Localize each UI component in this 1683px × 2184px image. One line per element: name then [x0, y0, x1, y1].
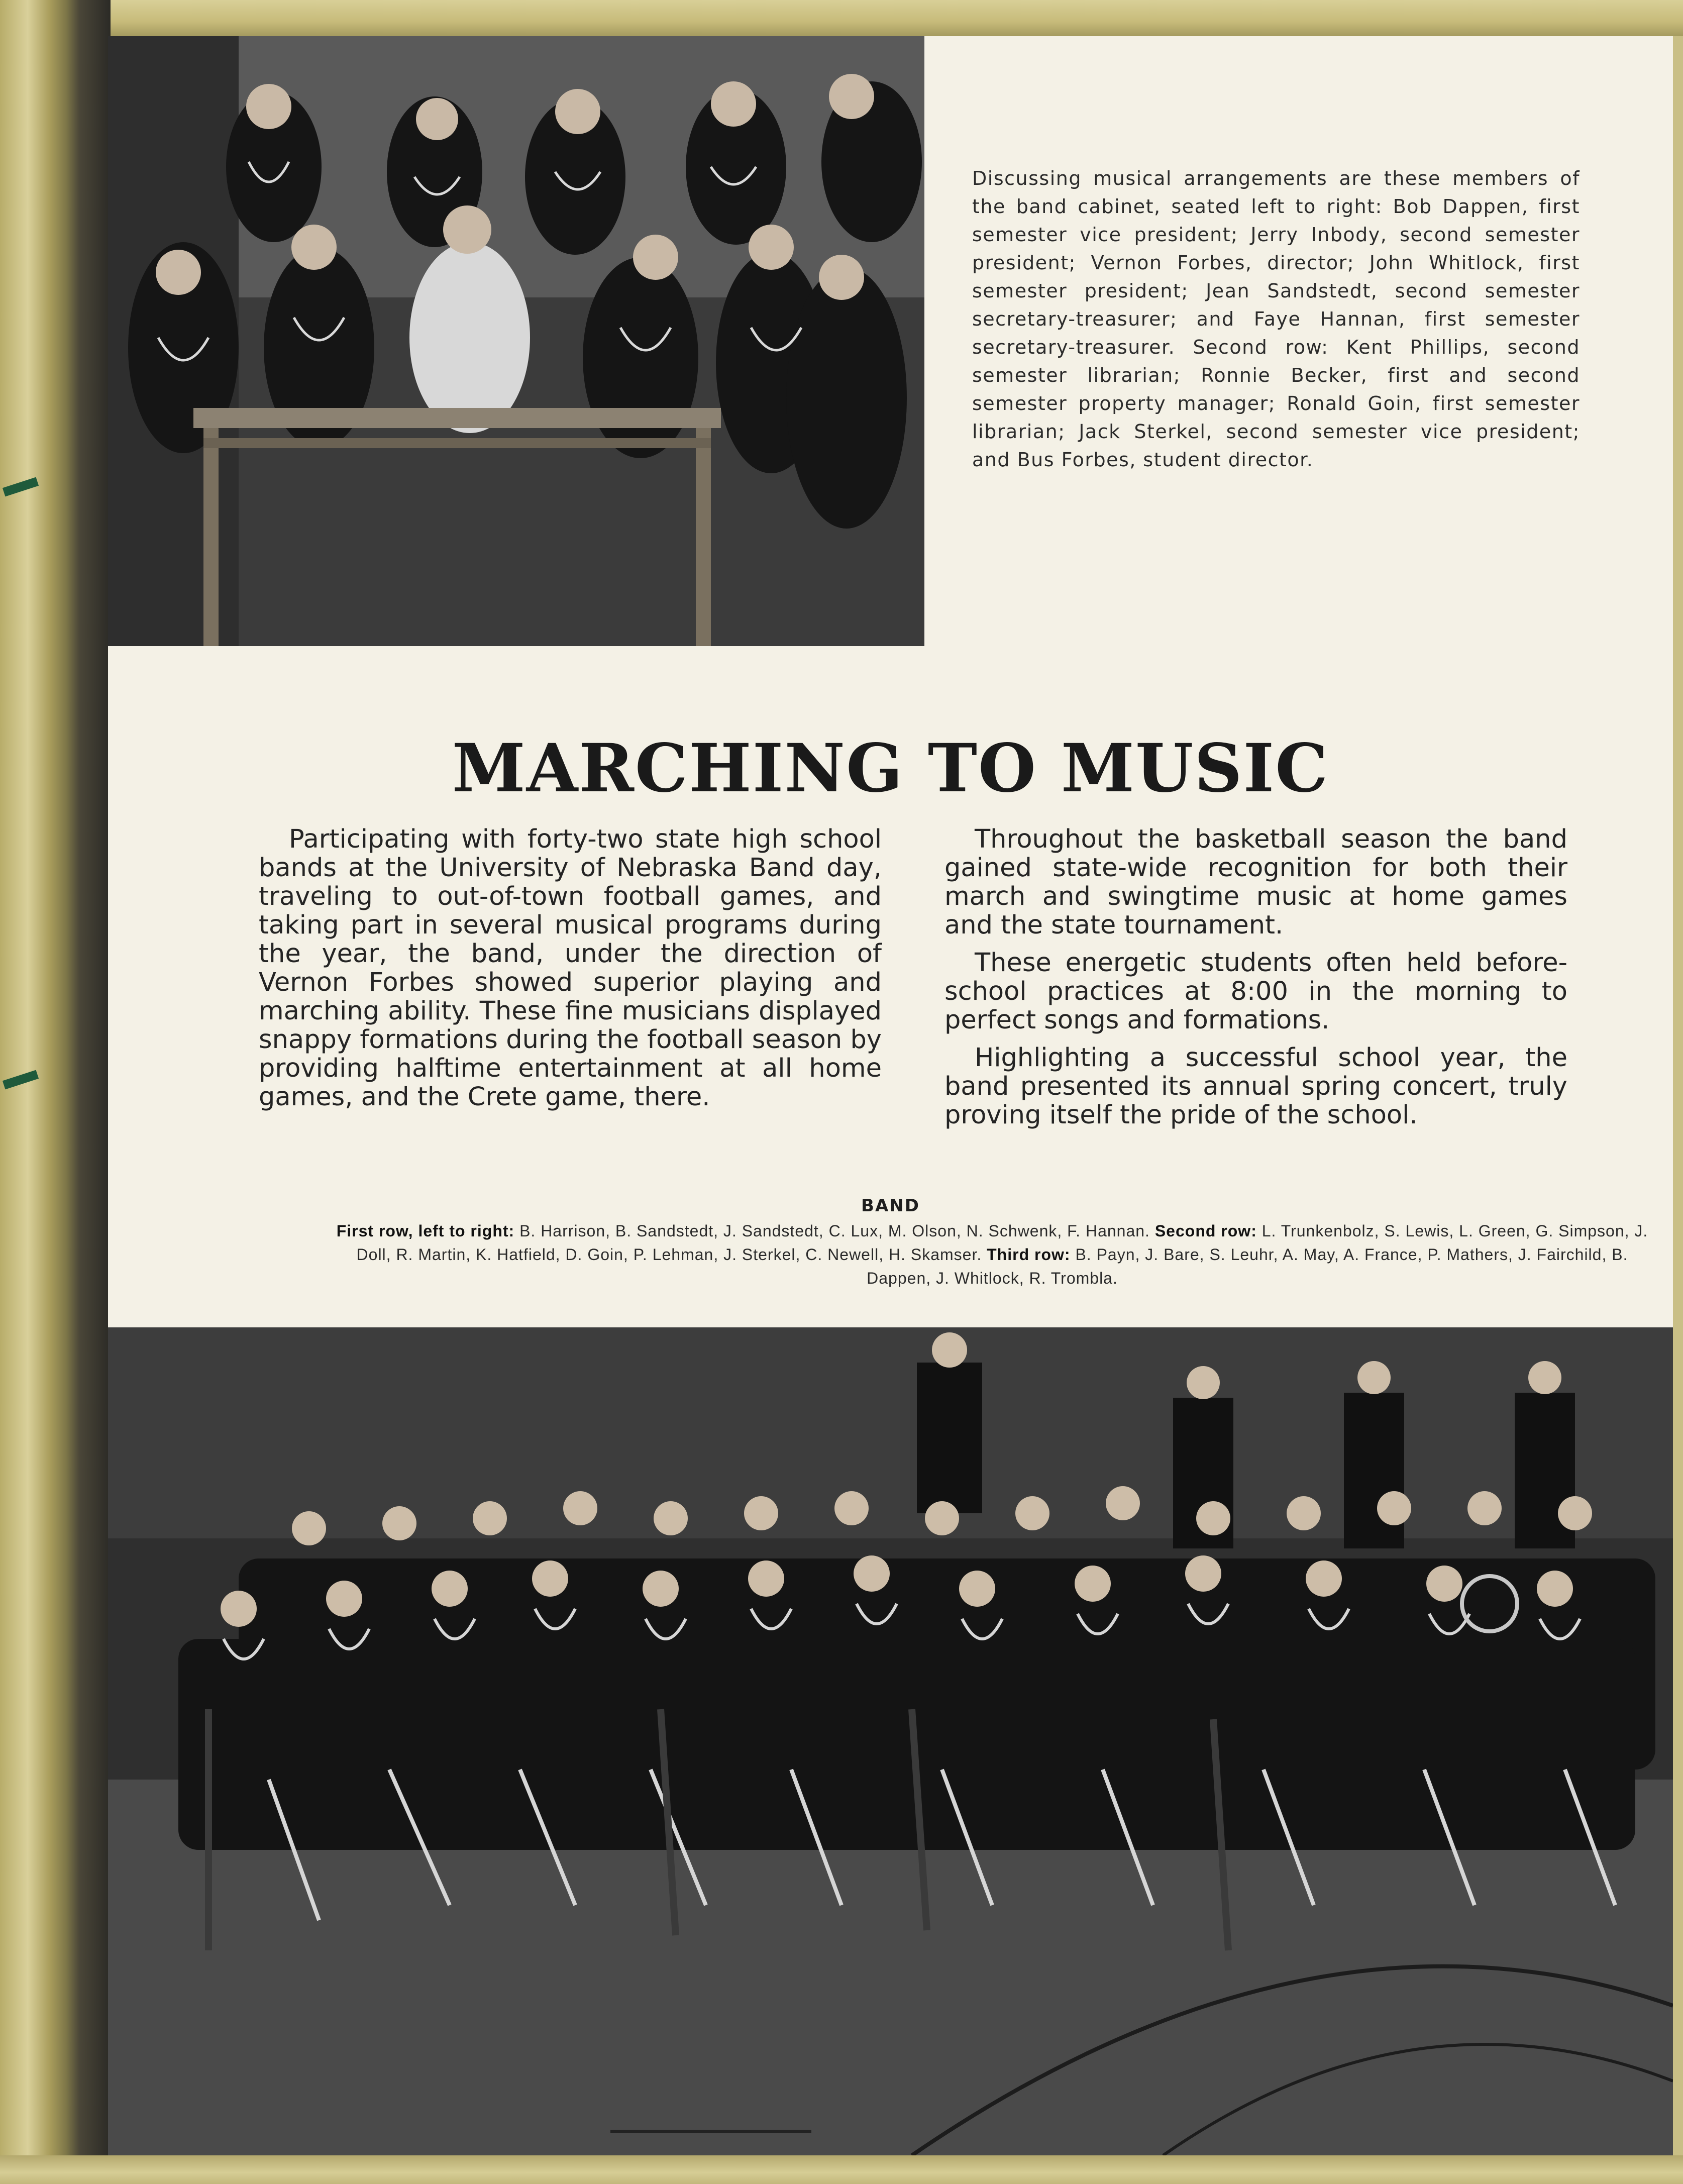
roster-row3-names: B. Payn, J. Bare, S. Leuhr, A. May, A. France, P. Mathers, J. Fairchild, B. Dappen, J. Whitlock, R. Trombla. — [867, 1245, 1628, 1287]
yearbook-page — [108, 36, 1673, 2155]
book-top-edge — [0, 0, 1683, 36]
band-cabinet-photo — [108, 36, 924, 646]
article-paragraph: Participating with forty-two state high school bands at the University of Nebraska Band day, traveling to out-of-town football games, and taking part in several musical programs during the year, the band, under the direction of Vernon Forbes showed superior playing and marching ability. These fine musicians displayed snappy formations during the football season by providing halftime entertainment at all home games, and the Crete game, there. — [259, 824, 882, 1112]
article-column-right — [944, 825, 1567, 1138]
roster-row2-names: L. Trunkenbolz, S. Lewis, L. Green, G. Simpson, J. Doll, R. Martin, K. Hatfield, D. Goin, P. Lehman, J. Sterkel, C. Newell, H. Skamser. — [356, 1222, 1648, 1264]
book-bottom-edge — [0, 2155, 1683, 2184]
roster-row1-names: B. Harrison, B. Sandstedt, J. Sandstedt, C. Lux, M. Olson, N. Schwenk, F. Hannan. — [519, 1222, 1150, 1240]
roster-row1-label: First row, left to right: — [336, 1222, 515, 1240]
page-title: MARCHING TO MUSIC — [452, 730, 1329, 807]
book-binding — [0, 0, 111, 2184]
band-roster — [334, 1219, 1650, 1290]
article-column-left — [259, 825, 882, 1120]
band-roster-heading: BAND — [861, 1196, 920, 1216]
article-paragraph: Highlighting a successful school year, the band presented its annual spring concert, truly proving itself the pride of the school. — [944, 1043, 1567, 1130]
article-paragraph: These energetic students often held before-school practices at 8:00 in the morning to perfect songs and formations. — [944, 948, 1567, 1035]
band-group-photo — [108, 1327, 1673, 2155]
roster-row3-label: Third row: — [987, 1245, 1071, 1264]
article-paragraph: Throughout the basketball season the band gained state-wide recognition for both their march and swingtime music at home games and the state tournament. — [944, 824, 1567, 940]
roster-row2-label: Second row: — [1154, 1222, 1257, 1240]
cabinet-caption: Discussing musical arrangements are these members of the band cabinet, seated left to right: Bob Dappen, first semester vice president; Jerry Inbody, second semester president; Vernon Forbes, director; John Whitlock, first semester president; Jean Sandstedt, second semester secretary-treasurer; and Faye Hannan, first semester secretary-treasurer. Second row: Kent Phillips, second semester librarian; Ronnie Becker, first and second semester property manager; Ronald Goin, first semester librarian; Jack Sterkel, second semester vice president; and Bus Forbes, student director. — [972, 167, 1580, 471]
